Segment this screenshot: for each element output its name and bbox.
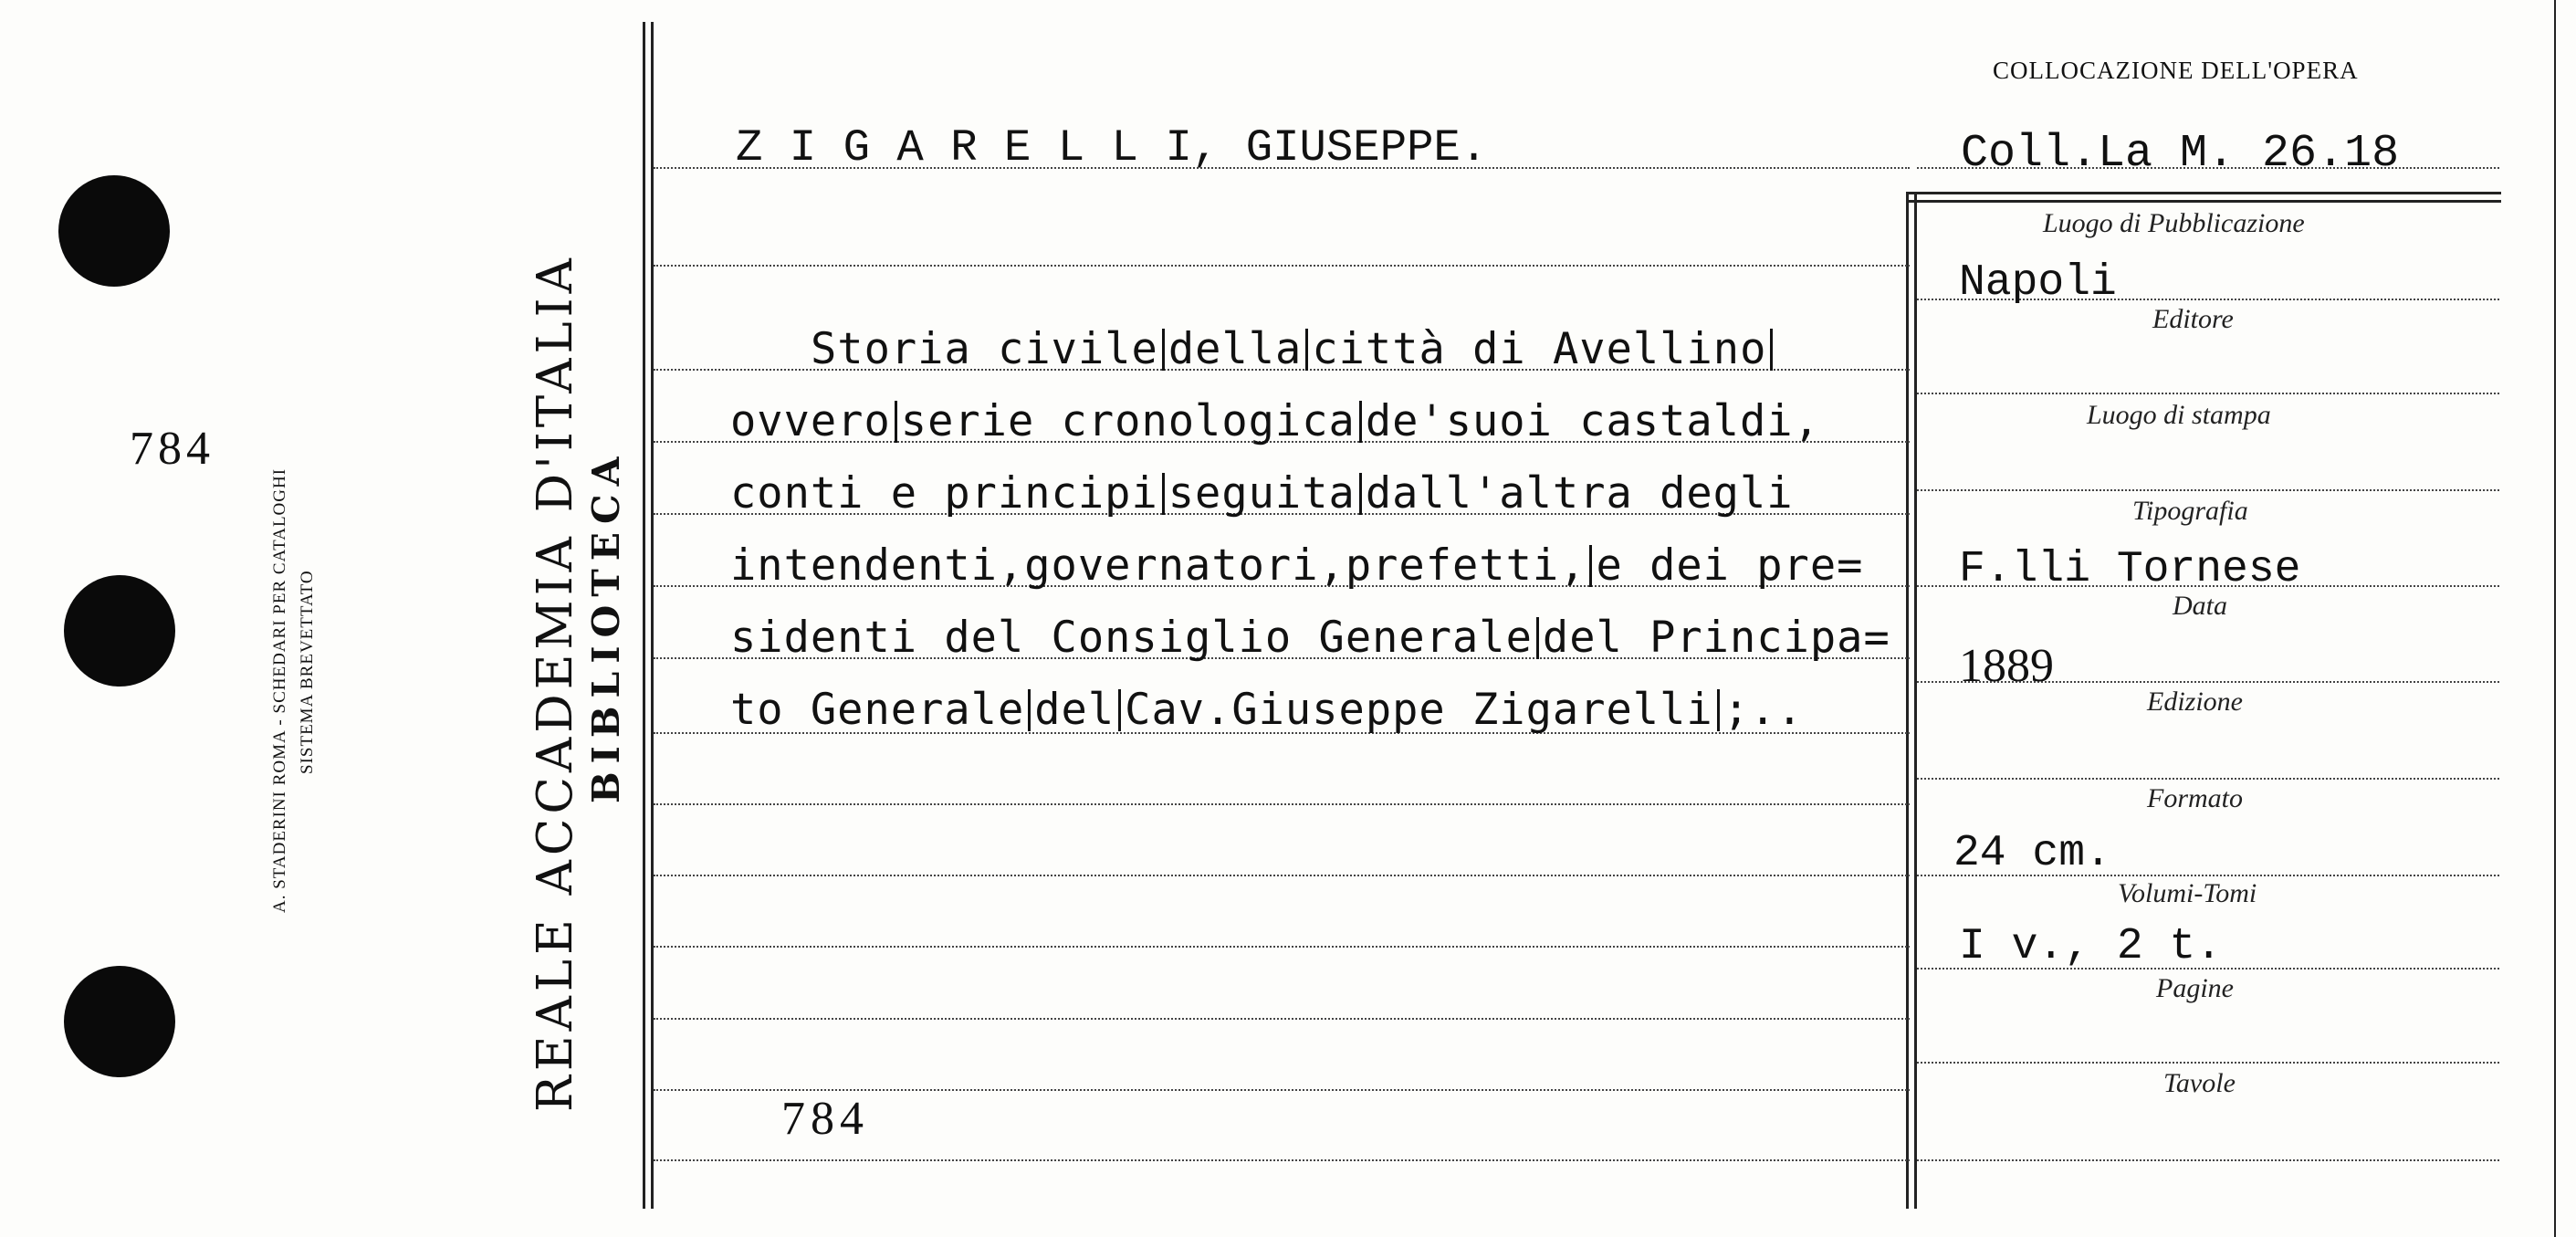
tipografia-value: F.lli Tornese xyxy=(1959,545,2301,594)
collocazione-label: COLLOCAZIONE DELL'OPERA xyxy=(1993,57,2359,84)
pagine-label: Pagine xyxy=(2156,973,2234,1003)
title-line-6: to Generale del Cav.Giuseppe Zigarelli ;.. xyxy=(730,685,1804,735)
institution-name: REALE ACCADEMIA D'ITALIA xyxy=(528,254,583,1112)
sidebar-top-rule-a xyxy=(1908,192,2501,194)
left-double-rule-a xyxy=(643,22,645,1209)
punch-hole-middle xyxy=(64,575,175,687)
rule-line xyxy=(654,875,1910,876)
printer-imprint-line1: A. STADERINI ROMA - SCHEDARI PER CATALOGHI xyxy=(270,467,289,913)
right-double-rule-b xyxy=(1914,192,1917,1209)
sidebar-rule-line xyxy=(1917,778,2499,780)
rule-line xyxy=(654,1089,1910,1091)
title-line-1: Storia civile della città di Avellino xyxy=(811,324,1776,374)
card-right-edge xyxy=(2554,0,2556,1237)
title-line-3: conti e principi seguita dall'altra degli xyxy=(730,468,1794,519)
formato-value: 24 cm. xyxy=(1953,829,2111,878)
edizione-label: Edizione xyxy=(2147,687,2243,717)
right-double-rule-a xyxy=(1906,192,1909,1209)
punch-hole-bottom xyxy=(64,966,175,1077)
title-line-5: sidenti del Consiglio Generale del Principa= xyxy=(730,613,1890,663)
luogo-pubblicazione-value: Napoli xyxy=(1959,258,2117,308)
bottom-number: 784 xyxy=(781,1093,869,1145)
collocazione-value: Coll.La M. 26.18 xyxy=(1961,128,2400,180)
library-name: BIBLIOTECA xyxy=(584,448,628,803)
punch-hole-top xyxy=(58,175,170,287)
rule-line xyxy=(654,1159,1910,1161)
margin-number: 784 xyxy=(130,423,215,475)
rule-line xyxy=(654,1018,1910,1020)
tavole-label: Tavole xyxy=(2163,1068,2236,1098)
sidebar-top-rule-b xyxy=(1908,200,2501,203)
volumi-value: I v., 2 t. xyxy=(1959,922,2223,971)
sidebar-rule-line xyxy=(1917,1159,2499,1161)
title-line-2: ovvero serie cronologica de'suoi castaldi, xyxy=(730,396,1820,446)
tipografia-label: Tipografia xyxy=(2132,496,2248,526)
rule-line xyxy=(654,803,1910,805)
sidebar-rule-line xyxy=(1917,489,2499,491)
data-label: Data xyxy=(2173,591,2227,621)
sidebar-rule-line xyxy=(1917,1062,2499,1064)
data-value: 1889 xyxy=(1959,640,2054,692)
luogo-stampa-label: Luogo di stampa xyxy=(2087,400,2271,430)
rule-line xyxy=(654,946,1910,948)
title-line-4: intendenti,governatori,prefetti, e dei pre= xyxy=(730,540,1864,591)
luogo-pubblicazione-label: Luogo di Pubblicazione xyxy=(2043,208,2305,238)
author-heading: Z I G A R E L L I, GIUSEPPE. xyxy=(736,122,1488,173)
formato-label: Formato xyxy=(2147,783,2243,813)
sidebar-rule-line xyxy=(1917,393,2499,394)
printer-imprint-line2: SISTEMA BREVETTATO xyxy=(298,570,317,774)
rule-line xyxy=(654,265,1910,267)
volumi-label: Volumi-Tomi xyxy=(2118,878,2257,908)
editore-label: Editore xyxy=(2152,304,2234,334)
left-double-rule-b xyxy=(651,22,654,1209)
